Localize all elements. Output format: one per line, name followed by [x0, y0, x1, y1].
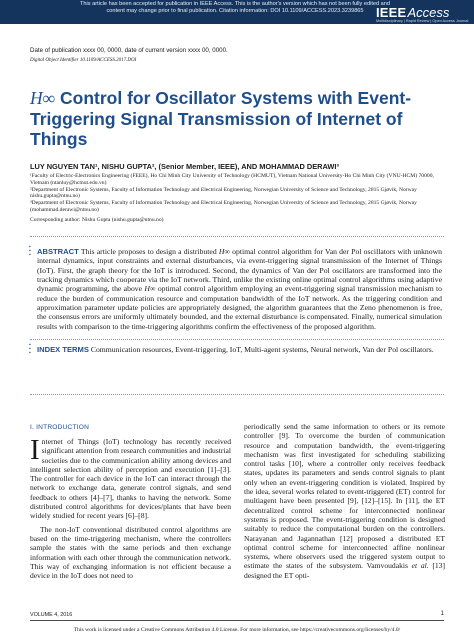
abstract-text-1: This article proposes to design a distributed [80, 247, 217, 256]
index-terms-marker-icon: ▪ ▪ ▪ [29, 343, 31, 356]
footer-divider [30, 620, 444, 621]
affiliation-3: ³Department of Electronic Systems, Faculty of Information Technology and Electrical Engineering, Norwegian University of Science and Technology, 2815 Gjøvik, Norway (mohammad.derawi@ntnu.no) [30, 200, 417, 213]
intro-paragraph-2: The non-IoT conventional distributed control algorithms are based on the time-triggering mechanism, where the controllers sample the states with the same periods and then exchange information with each other through the communication network. This way of exchanging information is not efficient because a device in the IoT does not need to [30, 524, 231, 581]
abstract-math-2: H∞ [144, 284, 156, 294]
right-text-1: periodically send the same information to others or its remote controller [9]. To overcome the burden of communication resource and computation bandwidth, the event-triggering mechanism was first investigated for scheduling stabilizing control tasks [10], where a controller only receives feedback states, updates its parameters and sends control signals to plant only when an event-triggering condition is violated. Inspired by the idea, several works related to event-triggered (ET) control for multiagent have been presented [9], [12]–[15]. In [11], the ET decentralized control scheme for interconnected nonlinear systems is proposed. The event-triggering condition is designed suitably to reduce the computational burden on the controllers. Narayanan and Jagannathan [12] proposed a distributed ET optimal control scheme for interconnected affine nonlinear systems, where observers used the triggered system output to estimate the states of the subsystem. Vamvoudakis [244, 422, 445, 571]
affiliations [30, 173, 440, 224]
index-terms-label: INDEX TERMS [37, 345, 89, 354]
affiliation-1: ¹Faculty of Electric-Electronics Engineering (FEEE), Ho Chi Minh City University of Technology (HCMUT), Vietnam National University-Ho Chi Minh City (VNU-HCM) 70000, Vietnam (ntanluy@hcmut.edu.vn) [30, 173, 434, 186]
title-math-symbol: H∞ [30, 88, 56, 108]
right-text-etal: et al. [411, 561, 429, 571]
divider-bottom [30, 394, 444, 395]
acceptance-notice [70, 1, 400, 16]
notice-line-1: This article has been accepted for publication in IEEE Access. This is the author's version which has not been fully edited and [79, 1, 391, 7]
abstract-marker-icon: ▪ ▪ ▪ [29, 245, 31, 258]
abstract [37, 247, 442, 331]
right-column [244, 422, 445, 580]
license-notice: This work is licensed under a Creative Commons Attribution 4.0 License. For more information, see https://creativecommons.org/licenses/by/4.0/ [73, 627, 401, 633]
abstract-label: ABSTRACT [37, 247, 79, 256]
volume-info: VOLUME 4, 2016 [30, 612, 73, 618]
intro-paragraph-1 [30, 434, 231, 521]
paper-title [30, 88, 450, 150]
intro-paragraph-1-text: nternet of Things (IoT) technology has recently received significant attention from research communities and industrial societies due to the communication ability among devices and intelligent selection ability of perception and execution [1]–[3]. The controller for each device in the IoT can interact through the network to exchange data, generate control signals, and send feedback to others [4]–[7], thanks to having the network. Some distributed control algorithms for devices/plants that have been widely studied for recent years [6]–[8]. [30, 437, 231, 521]
publication-date: Date of publication xxxx 00, 0000, date of current version xxxx 00, 0000. [30, 47, 228, 54]
logo-tagline: Multidisciplinary | Rapid Review | Open Access Journal [376, 19, 469, 23]
left-column [30, 434, 231, 581]
page-number: 1 [440, 611, 444, 617]
affiliation-2: ²Department of Electronic Systems, Faculty of Information Technology and Electrical Engineering, Norwegian University of Science and Technology, 2815 Gjøvik, Norway nishu.gupta@ntnu.no) [30, 186, 417, 200]
section-heading: I. INTRODUCTION [30, 424, 90, 431]
doi-line: Digital Object Identifier 10.1109/ACCESS.2017.DOI [30, 58, 137, 63]
author-list: LUY NGUYEN TAN¹, NISHU GUPTA², (Senior Member, IEEE), AND MOHAMMAD DERAWI³ [30, 162, 339, 171]
logo-ieee-text: IEEE [376, 5, 407, 20]
divider-middle [30, 339, 444, 340]
ieee-access-logo [376, 4, 469, 23]
intro-paragraph-3 [244, 422, 445, 580]
abstract-text-3: optimal control algorithm employing an event-triggering signal transmission mechanism to reduce the burden of communication resource and computation bandwidth of the IoT network. As the triggering condition and approximation parameter update policies are appropriately designed, the algorithm guarantees that the Zeno phenomenon is free, the consensus errors are uniformly ultimately bounded, and the external disturbance is compensated. Finally, numerical simulation results with comparison to the time-triggering algorithms confirm the effectiveness of the proposed algorithm. [37, 284, 443, 331]
notice-line-2: content may change prior to final publication. Citation information: DOI 10.1109/ACCESS.2023.3239865 [106, 8, 364, 15]
corresponding-author: Corresponding author: Nishu Gupta (nishu.gupta@ntnu.no) [30, 216, 164, 223]
title-text: Control for Oscillator Systems with Event-Triggering Signal Transmission of Internet of Things [30, 88, 412, 149]
index-terms-text: Communication resources, Event-triggering, IoT, Multi-agent systems, Neural network, Van der Pol oscillators. [90, 345, 434, 354]
right-text-2: [13] designed the ET opti- [244, 561, 446, 580]
drop-cap: I [30, 434, 40, 466]
divider-top [30, 236, 444, 237]
logo-access-text: Access [407, 5, 450, 20]
index-terms [37, 345, 442, 354]
abstract-math-1: H∞ [218, 247, 230, 256]
abstract-text-2: optimal control algorithm for Van der Pol oscillators with unknown internal dynamics, input constraints and external disturbances, via event-triggering signal transmission of the Internet of Things (IoT). First, the graph theory for the IoT is introduced. Second, the dynamics of Van der Pol oscillators are transformed into the tracking dynamics which cooperate via the IoT network. Third, unlike the existing online optimal control algorithms using adaptive dynamic programming, the above [37, 247, 442, 294]
